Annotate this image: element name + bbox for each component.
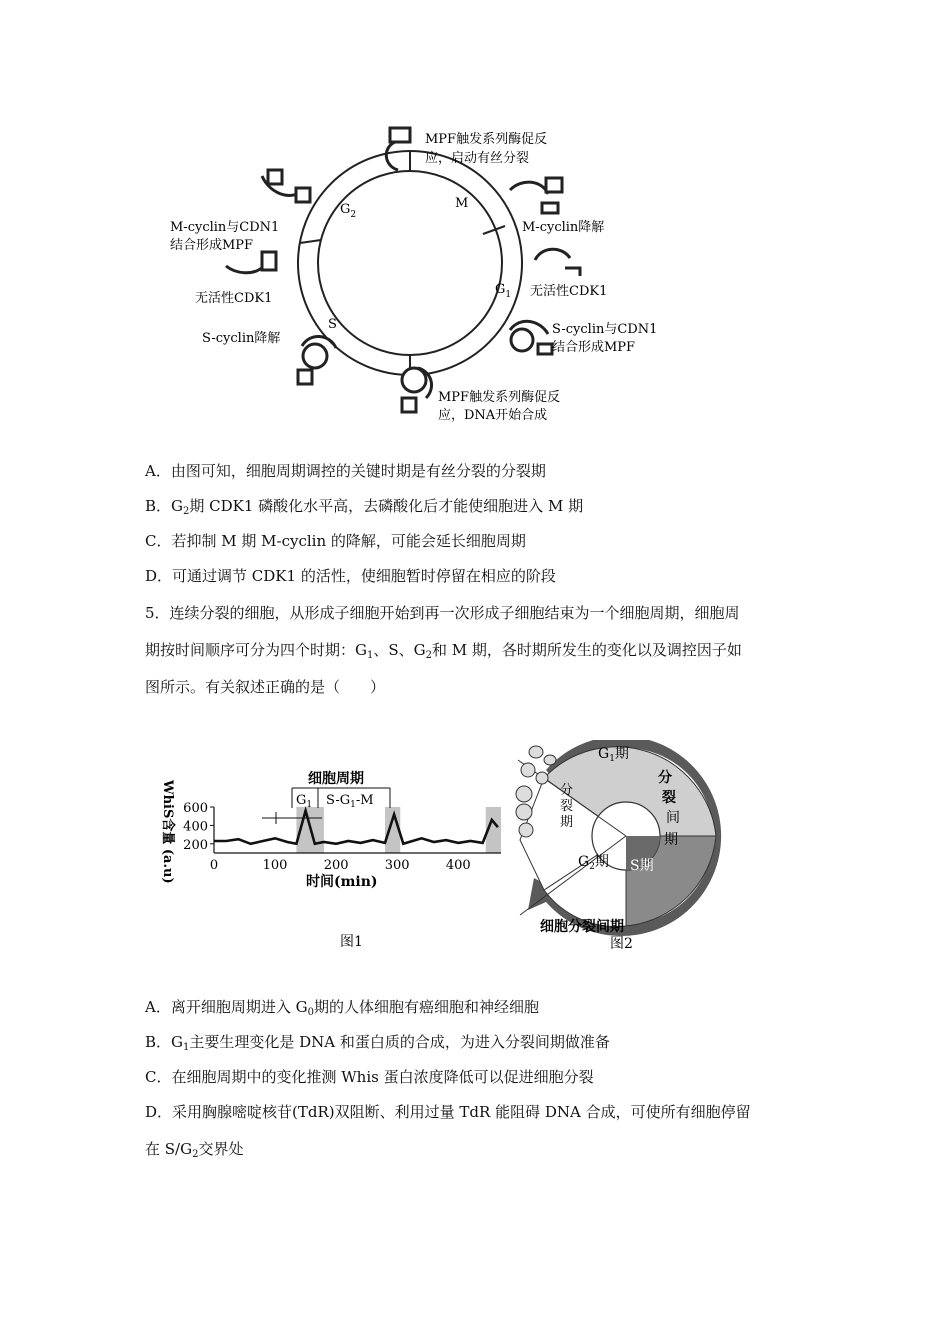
- figure1-caption: 图1: [340, 934, 363, 950]
- q5-option-c: C．在细胞周期中的变化推测 Whis 蛋白浓度降低可以促进细胞分裂: [145, 1068, 594, 1086]
- divider-left: [300, 240, 321, 243]
- g1-label: $G_1$期: [598, 746, 629, 764]
- interphase-label: 细胞分裂间期: [540, 919, 624, 935]
- cycle-inner-ring: [318, 171, 502, 355]
- q4-option-a: A．由图可知，细胞周期调控的关键时期是有丝分裂的分裂期: [145, 462, 546, 480]
- x-axis-label: 时间(min): [306, 874, 378, 890]
- ring-label-4: 期: [664, 832, 678, 848]
- cdk1-icon-left: [226, 252, 276, 273]
- y-tick-label: 200: [183, 837, 208, 853]
- annot-mcyclin-degrade: M-cyclin降解: [522, 220, 605, 235]
- annot-mpf-dna-2: 应，DNA开始合成: [438, 408, 548, 423]
- q4-option-c: C．若抑制 M 期 M-cyclin 的降解，可能会延长细胞周期: [145, 532, 526, 550]
- g2-label: $G_2$期: [578, 854, 609, 872]
- bracket-title: 细胞周期: [308, 771, 364, 787]
- mpf-icon-top: [386, 128, 410, 170]
- annot-scyclin-mpf-2: 结合形成MPF: [552, 340, 636, 355]
- cell-cycle-regulation-figure: [150, 118, 710, 428]
- phase-s-label: S: [328, 317, 337, 332]
- bracket-s-g1-m: $S-G_1-M$: [326, 793, 374, 810]
- phase-g1-label: $G_1$: [495, 282, 512, 300]
- cyclin-icon-upper-left: [262, 170, 310, 202]
- phase-m-label: M: [455, 196, 469, 211]
- mpf-icon-lower-left: [298, 336, 336, 384]
- annot-mpf-mitosis-2: 应，启动有丝分裂: [425, 151, 530, 166]
- s-label: S期: [630, 858, 654, 874]
- x-tick-label: 0: [209, 858, 219, 873]
- x-tick-label: 200: [323, 858, 349, 873]
- q4-option-b: B．$G_2$期 CDK1 磷酸化水平高，去磷酸化后才能使细胞进入 M 期: [145, 497, 584, 517]
- cyclin-icon-upper-right: [510, 178, 562, 213]
- x-tick-label: 300: [384, 858, 410, 873]
- q5-option-a: A．离开细胞周期进入 $G_0$期的人体细胞有癌细胞和神经细胞: [145, 998, 539, 1018]
- figure2-caption: 图2: [610, 936, 633, 952]
- x-tick-label: 400: [445, 858, 471, 873]
- q5-stem-line2: 期按时间顺序可分为四个时期：$G_1$、S、$G_2$和 M 期，各时期所发生的变化以及调控因子如: [145, 641, 742, 661]
- x-tick-label: 100: [262, 858, 288, 873]
- annot-inactive-cdk1-right: 无活性CDK1: [530, 284, 608, 299]
- annot-mcyclin-mpf-1: M-cyclin与CDN1: [170, 220, 280, 235]
- whis-series-line: [214, 811, 498, 844]
- annot-inactive-cdk1-left: 无活性CDK1: [195, 291, 273, 306]
- m-inner-label-3: 期: [560, 815, 574, 830]
- annot-mpf-mitosis-1: MPF触发系列酶促反: [425, 132, 548, 147]
- y-tick-label: 400: [183, 819, 208, 835]
- q5-stem-line1: 5．连续分裂的细胞，从形成子细胞开始到再一次形成子细胞结束为一个细胞周期，细胞周: [145, 604, 740, 622]
- q5-option-b: B．$G_1$主要生理变化是 DNA 和蛋白质的合成，为进入分裂间期做准备: [145, 1033, 610, 1053]
- figure1-whis-chart: [158, 768, 508, 953]
- q4-option-d: D．可通过调节 CDK1 的活性，使细胞暂时停留在相应的阶段: [145, 567, 556, 585]
- cdk1-icon-right: [535, 249, 580, 276]
- q5-option-d-line1: D．采用胸腺嘧啶核苷(TdR)双阻断、利用过量 TdR 能阻碍 DNA 合成，可使所有细胞停留: [145, 1103, 751, 1121]
- m-inner-label-1: 分: [560, 783, 574, 798]
- y-axis-label: WhiS含量 (a.u): [160, 780, 175, 884]
- figure2-cell-cycle-pie: [506, 740, 731, 955]
- ring-label-2: 裂: [662, 790, 676, 806]
- ring-label-1: 分: [658, 770, 672, 786]
- m-inner-label-2: 裂: [560, 799, 574, 814]
- annot-scyclin-mpf-1: S-cyclin与CDN1: [552, 322, 658, 337]
- annot-mcyclin-mpf-2: 结合形成MPF: [170, 238, 254, 253]
- annot-scyclin-degrade: S-cyclin降解: [202, 331, 281, 346]
- annot-mpf-dna-1: MPF触发系列酶促反: [438, 390, 561, 405]
- q5-option-d-line2: 在 $S/G_2$交界处: [145, 1140, 244, 1160]
- mpf-icon-bottom: [402, 368, 432, 412]
- phase-g2-label: $G_2$: [340, 202, 357, 220]
- ring-label-3: 间: [666, 810, 680, 826]
- mpf-icon-lower-right: [510, 321, 552, 354]
- q5-stem-line3: 图所示。有关叙述正确的是（ ）: [145, 678, 386, 696]
- bracket-g1: $G_1$: [296, 793, 313, 810]
- y-tick-label: 600: [183, 801, 208, 816]
